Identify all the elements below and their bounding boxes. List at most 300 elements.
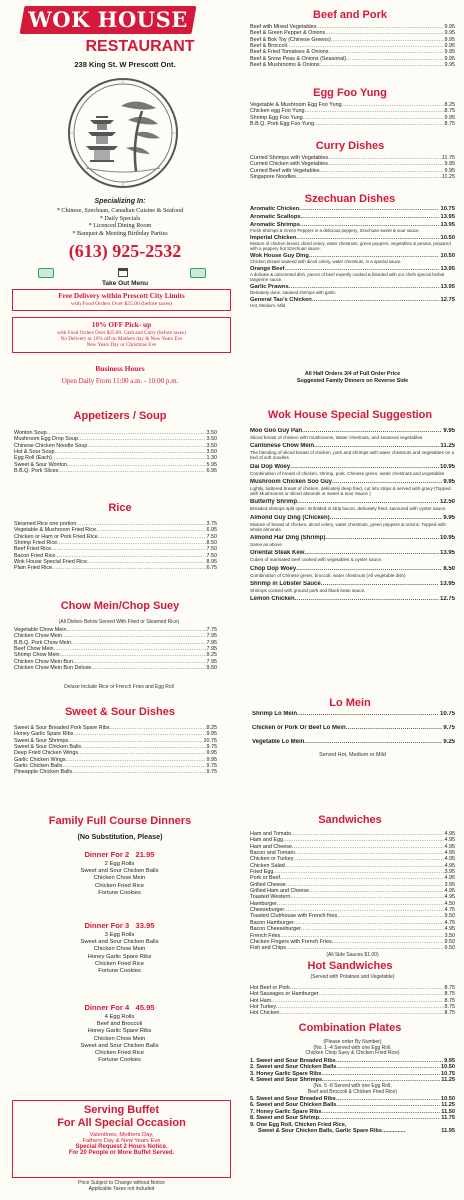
menu-item-price: 3.95 (444, 881, 455, 888)
combination-item-9-desc: Sweet & Sour Chicken Balls, Garlic Spare Ribs (258, 1128, 383, 1135)
leader-dots (314, 443, 439, 450)
menu-item-price: 9.95 (443, 428, 455, 434)
menu-item-name: Vegetable & Mushroom Egg Foo Yung (250, 102, 342, 108)
dinner-head (22, 850, 217, 859)
szechuan-list (250, 206, 455, 310)
menu-item-price: 8.75 (444, 997, 455, 1004)
dinner-item: Chicken Fried Rice (95, 882, 144, 889)
section-title-hot-sandwiches: Hot Sandwiches (307, 960, 393, 972)
leader-dots (332, 479, 442, 486)
menu-item (250, 499, 455, 511)
restaurant-address: 238 King St. W Prescott Ont. (74, 60, 176, 69)
buffet-line: Fathers Day & New Years Eve (82, 1138, 161, 1144)
combination-group-2 (250, 1096, 455, 1121)
menu-item-name: Chicken Fingers with French Fries (250, 938, 332, 945)
menu-item-description: A delicate & uniscented dish, pieces of beef expertly cooked & blended with our chefs special herbal tangerine sauce. (250, 271, 445, 282)
dinner-item: Chicken Chow Mein (93, 875, 146, 882)
buffet-box (12, 1100, 231, 1178)
menu-item-price: 4.75 (444, 907, 455, 914)
menu-item (250, 222, 455, 234)
combination-intro-line: (Please order By Number) (323, 1039, 382, 1045)
menu-item-price: 3.50 (206, 449, 217, 456)
menu-item-name: Chicken Chow Mein Bun (14, 658, 74, 665)
leader-dots (72, 769, 205, 775)
menu-item-name: Shrimp Fried Rice (14, 540, 58, 547)
dinner-item: Fortune Cookies (98, 1057, 141, 1064)
menu-item-name: 8. Sweet and Sour Shrimp (250, 1115, 320, 1122)
menu-item-name: Hot & Sour Soup (14, 449, 55, 456)
leader-dots (312, 297, 440, 304)
menu-item-price: 4.95 (444, 837, 455, 844)
menu-item-price: 4.95 (444, 856, 455, 863)
menu-item-name: Mushroom Chicken Soo Guy (250, 478, 333, 485)
menu-item-price: 12.75 (439, 596, 455, 603)
menu-item (250, 121, 455, 127)
buffet-title-2: For All Special Occasion (57, 1117, 186, 1129)
menu-item-price: 10.75 (440, 206, 455, 212)
hot-sandwiches-note: (Served with Potatoes and Vegetable) (310, 974, 395, 980)
menu-item-row (250, 1115, 455, 1121)
szechuan-note-2: Suggested Family Dinners on Reverse Side (296, 378, 409, 384)
section-title-szechuan: Szechuan Dishes (304, 193, 396, 205)
leader-dots (296, 566, 442, 573)
menu-item-name: 6. Sweet and Sour Chicken Balls (250, 1102, 337, 1109)
menu-item-name: Curried Shrimps with Vegetables (250, 155, 329, 161)
dinner-item: Chicken Fried Rice (95, 1050, 144, 1057)
menu-item-name: Deep Fried Chicken Wings (14, 750, 79, 757)
menu-item (250, 1115, 455, 1121)
menu-item-name: Almond Guy Ding (Chicken) (250, 514, 330, 521)
menu-item (14, 565, 217, 571)
menu-item-price: 9.25 (443, 739, 455, 745)
menu-item (250, 596, 455, 603)
chow-mein-note: (All Dishes Below Served With Fried or Steamed Rice) (58, 619, 180, 625)
menu-item-name: Vegetable Chow Mein (14, 627, 67, 633)
menu-item-name: Ham and Egg (250, 837, 283, 844)
delivery-title: Free Delivery within Prescott City Limits (58, 292, 185, 300)
menu-item-name: Garlic Prawns (250, 284, 289, 290)
menu-item-row (250, 479, 455, 486)
family-subtitle: (No Substitution, Please) (77, 832, 163, 841)
menu-item-name: Hamburger (250, 900, 277, 907)
leader-dots (314, 121, 443, 127)
leader-dots (297, 499, 439, 506)
menu-item-row (250, 214, 455, 221)
menu-item-row (250, 581, 455, 588)
menu-item-price: 8.75 (444, 991, 455, 998)
menu-item-name: Pineapple Chicken Balls (14, 769, 73, 776)
menu-item-name: Ham and Tomato (250, 831, 291, 837)
leader-dots: ............... (382, 1128, 406, 1135)
menu-item-row (250, 945, 455, 951)
buffet-line: Valentines, Mothers Day, (89, 1132, 154, 1138)
menu-item-row (252, 739, 455, 746)
menu-item-price: 13.95 (440, 214, 455, 221)
menu-item (250, 266, 455, 282)
menu-item-name: Hot Beef or Pork (250, 985, 290, 991)
dinner-item: Honey Garlic Spare Ribs (87, 953, 152, 960)
menu-item-name: Aromatic Chicken (250, 206, 300, 212)
menu-item-name: Moo Goo Guy Pan (250, 428, 302, 434)
menu-item-name: Chinese Chicken Noodle Soup (14, 442, 88, 449)
dinner-item: 4 Egg Rolls (104, 1014, 135, 1020)
menu-item-row (14, 565, 217, 571)
menu-item-price: 9.95 (444, 30, 455, 37)
menu-item-name: Orange Beef (250, 266, 285, 273)
takeout-box-icon (118, 268, 128, 277)
dinner-label: Dinner For 4 (84, 1003, 130, 1012)
menu-item-price: 9.50 (444, 938, 455, 945)
menu-item (250, 214, 455, 221)
menu-item-row (250, 535, 455, 542)
menu-item-name: Mushroom Egg Drop Soup (14, 436, 78, 443)
leader-dots (319, 1115, 440, 1121)
menu-item-price: 9.95 (443, 514, 455, 521)
menu-item-price: 9.95 (206, 750, 217, 757)
menu-item-description: Hot, Medium, Mild (250, 302, 286, 308)
menu-item-name: Curried Beef with Vegetables (250, 167, 320, 174)
pickup-title: 10% OFF Pick- up (91, 320, 152, 329)
menu-item (250, 535, 455, 547)
menu-item-price: 1.30 (206, 455, 217, 462)
combination-group-1 (250, 1058, 455, 1083)
menu-item-price: 11.75 (441, 155, 455, 161)
footer-price-note: Price Subject to Change without Notice (78, 1180, 165, 1186)
menu-item (250, 1010, 455, 1016)
menu-item-price: 8.75 (444, 1004, 455, 1011)
menu-item-row (250, 121, 455, 127)
menu-item-price: 6.95 (206, 527, 217, 534)
take-out-label: Take Out Menu (101, 280, 149, 287)
menu-item-name: Lemon Chicken (250, 596, 295, 603)
menu-item-name: Singapore Noodles (250, 174, 296, 181)
menu-item (250, 945, 455, 951)
menu-item-price: 9.95 (443, 478, 455, 485)
menu-item-price: 8.25 (444, 102, 455, 108)
pickup-line: New Years Day or Christmas Eve (86, 342, 157, 348)
menu-item-description: Same as above (250, 541, 282, 547)
menu-item-name: Imperial Chicken (250, 235, 297, 242)
menu-item-description: Cubes of marinated beef cooked with vegetables & oyster sauce. (250, 557, 383, 563)
dinner-price: 21.95 (135, 850, 155, 859)
delivery-sub: with Food Orders Over $25.00 (before taxes) (70, 301, 173, 307)
specialty-line: * Daily Specials (99, 214, 141, 222)
menu-item-name: Cantonese Chow Mein (250, 443, 315, 450)
combination-intro (250, 1040, 455, 1057)
menu-item (250, 206, 455, 213)
menu-item-description: The blending of sliced breast of chicken, pork and shrimps with water chestnuts and vegetables on a bed of soft noodles (250, 450, 455, 461)
menu-item-name: Beef & Bok Toy (Chinese Greens) (250, 36, 331, 43)
combination-mid-line: (No. 5 -8 Served with one Egg Roll, (313, 1083, 392, 1089)
menu-item-price: 9.75 (443, 725, 455, 731)
menu-item-name: Aromatic Scallops (250, 214, 301, 221)
menu-item-price: 13.95 (440, 284, 455, 290)
menu-item-price: 4.75 (444, 919, 455, 926)
menu-item-price: 4.95 (444, 831, 455, 837)
menu-item-description: Combination of Chinese green, broccoli, water chestnuts (All vegetable dish) (250, 572, 406, 578)
menu-item-row (250, 464, 455, 471)
menu-item-price: 4.95 (444, 926, 455, 933)
menu-item (250, 284, 455, 296)
combination-item-9 (250, 1122, 455, 1135)
menu-item-name: Sweet & Sour Shrimps (14, 737, 69, 744)
menu-item-price: 11.75 (441, 1115, 455, 1122)
leader-dots (325, 535, 439, 542)
menu-item-name: Wonton Soup (14, 430, 47, 436)
menu-item-name: Sweet & Sour Breaded Pork Spare Ribs (14, 725, 110, 731)
specializing-list (20, 207, 220, 237)
logo-name: WOK HOUSE (28, 7, 188, 32)
phone-number: (613) 925-2532 (68, 241, 182, 261)
dinner-item: Sweet and Sour Chicken Balls (80, 868, 159, 875)
menu-item-name: Shrimp Egg Foo Yung (250, 114, 303, 121)
mastercard-icon (38, 268, 54, 278)
beef-pork-list (250, 24, 455, 68)
menu-item-price: 12.50 (439, 499, 455, 506)
menu-item-price: 11.50 (441, 1108, 455, 1115)
menu-item-price: 9.95 (444, 62, 455, 69)
menu-item-name: General Tao's Chicken (250, 297, 312, 303)
visa-icon (190, 268, 206, 278)
dinner-item: 2 Egg Rolls (104, 861, 135, 867)
menu-item (250, 253, 455, 265)
menu-item-name: Bacon Cheeseburger (250, 926, 301, 933)
menu-item (250, 235, 455, 251)
specialty-line: * Chinese, Szechuan, Canadian Cuisine & Seafood (56, 207, 184, 214)
menu-item-description: Chicken Breast sauteed with diced celery, water chestnuts, in a special sauce. (250, 258, 402, 264)
menu-item-price: 8.75 (444, 108, 455, 115)
menu-item-price: 11.25 (441, 174, 455, 181)
sandwiches-list (250, 831, 455, 952)
menu-item-name: Garlic Chicken Wings (14, 756, 66, 763)
leader-dots (58, 468, 205, 474)
menu-item-price: 4.95 (444, 875, 455, 882)
pickup-line: with Food Orders Over $25.00. Cash and Carry (before taxes) (57, 330, 186, 336)
menu-item-name: Wok House Special Fried Rice (14, 559, 88, 566)
menu-item-price: 8.95 (206, 559, 217, 566)
menu-item-name: Bacon and Tomato (250, 850, 295, 857)
menu-item-name: Chicken Chow Mein (14, 633, 62, 640)
menu-item-name: Steamed Rice one portion (14, 521, 77, 527)
menu-item-description: Delicately done, sauteed shrimps with garlic. (250, 289, 337, 295)
menu-item-price: 8.75 (444, 985, 455, 991)
dinner-item: Sweet and Sour Chicken Balls (80, 939, 159, 946)
menu-item-name: Sweet & Sour Chicken Balls (14, 744, 82, 751)
menu-item-name: Egg Roll (Each) (14, 455, 52, 462)
leader-dots (286, 945, 444, 951)
menu-item (250, 443, 455, 460)
section-title-sweet-sour: Sweet & Sour Dishes (64, 706, 176, 718)
menu-item-name: Hot Turkey (250, 1004, 277, 1011)
menu-item-price: 5.95 (206, 461, 217, 468)
menu-item-name: Chicken Chow Mein Bun Deluxe (14, 665, 92, 672)
menu-item-price: 11.25 (441, 1077, 455, 1084)
menu-item-name: Bacon Hamburger (250, 919, 294, 926)
section-title-lo-mein: Lo Mein (329, 697, 371, 709)
menu-item-name: Beef & Fried Tomatoes & Onions (250, 49, 329, 56)
menu-item-price: 9.95 (444, 36, 455, 43)
menu-item-price: 9.95 (206, 756, 217, 763)
menu-item-price: 4.95 (444, 843, 455, 850)
menu-item-price: 8.75 (444, 1010, 455, 1017)
menu-item-price: 10.50 (441, 1064, 455, 1071)
menu-item-name: Beef & Broccoli (250, 43, 287, 50)
menu-item-price: 11.25 (441, 1102, 455, 1109)
dinner-head (22, 921, 217, 930)
menu-item-row (250, 499, 455, 506)
leader-dots (295, 596, 439, 603)
buffet-title-1: Serving Buffet (83, 1104, 160, 1116)
menu-item-price: 13.95 (439, 580, 455, 587)
menu-item (250, 479, 455, 496)
menu-item-name: B.B.Q. Pork Egg Foo Yung (250, 121, 315, 128)
menu-item-description: Mixture of chicken breast, diced celery, water chestnuts, green peppers, vegetables & peanut, prepared with a peppery hot Szechuan sauce. (250, 240, 451, 251)
menu-item-name: Hot Chicken (250, 1010, 280, 1017)
menu-item-name: B.B.Q. Pork Chow Mein (14, 639, 71, 646)
menu-item-description: Fresh Shrimps & Green Peppers in a delicious peppery, Szechuan sweet & sour sauce. (250, 227, 420, 233)
delivery-box (12, 289, 231, 311)
sandwiches-note: (All Side Sauces $1.00) (326, 952, 379, 958)
hot-sandwiches-list (250, 985, 455, 1017)
menu-item-name: Almond Har Ding (Shrimp) (250, 534, 326, 541)
menu-item-name: Beef & Mushrooms & Onions (250, 62, 320, 69)
menu-item-name: Hot Sausages or Hamburger (250, 991, 319, 998)
menu-item (250, 464, 455, 476)
menu-item-name: Beef & Green Pepper & Onions (250, 30, 326, 37)
menu-item-price: 7.50 (206, 533, 217, 540)
menu-item-price: 4.95 (444, 850, 455, 857)
menu-item-price: 10.95 (439, 534, 455, 541)
menu-item-price: 9.75 (206, 769, 217, 776)
leader-dots (91, 665, 205, 671)
menu-item-price: 7.50 (206, 546, 217, 553)
menu-item-name: 1. Sweet and Sour Breaded Ribs (250, 1058, 336, 1064)
section-title-rice: Rice (108, 502, 132, 514)
leader-dots (52, 565, 205, 571)
logo-sub: RESTAURANT (85, 38, 195, 55)
menu-item-price: 12.75 (440, 297, 455, 303)
menu-item-name: 4. Sweet and Sour Shrimps (250, 1077, 323, 1084)
leader-dots (296, 174, 441, 180)
menu-item-row (14, 665, 217, 671)
dinner-item: Sweet and Sour Chicken Balls (80, 1042, 159, 1049)
menu-item-price: 9.75 (206, 744, 217, 751)
menu-item (250, 62, 455, 68)
menu-item-name: Hot Ham (250, 997, 272, 1004)
menu-item-name: Vegetable & Mushroom Fried Rice (14, 527, 97, 534)
dinner-for-2 (22, 850, 217, 897)
menu-item-name: Beef with Mixed Vegetables (250, 24, 317, 30)
menu-item-name: Ham and Cheese (250, 843, 292, 850)
buffet-bold-line: Special Request 2 Hours Notice. (75, 1144, 168, 1150)
menu-item-name: Oriental Steak Kew (250, 550, 305, 557)
menu-item-price: 9.95 (444, 114, 455, 121)
menu-item (14, 769, 217, 775)
menu-item-name: 7. Honey Garlic Spare Ribs (250, 1108, 322, 1115)
menu-item-name: Beef Fried Rice (14, 546, 52, 553)
menu-item-price: 3.95 (444, 869, 455, 876)
menu-item (14, 665, 217, 671)
menu-item (250, 566, 455, 578)
leader-dots (297, 711, 439, 718)
rice-list (14, 521, 217, 572)
menu-item-name: Chicken or Ham or Pork Fried Rice (14, 533, 98, 540)
section-title-beef-pork: Beef and Pork (313, 9, 387, 21)
leader-dots (321, 581, 439, 588)
combination-item-9-line-2 (250, 1128, 455, 1134)
menu-item-description: Shrimps cooked with ground pork and black bean sauce. (250, 587, 366, 593)
menu-item-row (252, 711, 455, 718)
dinner-item: Honey Garlic Spare Ribs (87, 1028, 152, 1035)
dinner-item: Chicken Chow Mein (93, 1035, 146, 1042)
menu-item-price: 4.95 (444, 862, 455, 869)
menu-item-price: 11.25 (440, 443, 455, 450)
combination-intro-line: (No. 1 -4 Served with one Egg Roll, (313, 1044, 392, 1051)
menu-item-name: B.B.Q. Pork Slices (14, 468, 59, 475)
menu-item-price: 9.95 (206, 731, 217, 738)
menu-item-price: 13.95 (440, 222, 455, 229)
menu-item-price: 7.50 (206, 552, 217, 559)
leader-dots (304, 739, 442, 746)
leader-dots (330, 515, 443, 522)
curry-list (250, 155, 455, 180)
menu-item-name: Chicken or Pork Or Beef Lo Mein (252, 725, 346, 731)
menu-item-price: 4.50 (444, 900, 455, 907)
menu-item-row (14, 769, 217, 775)
menu-item-price: 9.50 (444, 945, 455, 952)
dinner-price: 33.95 (135, 921, 155, 930)
menu-item (14, 468, 217, 474)
section-title-combination: Combination Plates (298, 1022, 402, 1034)
menu-item-row (250, 62, 455, 68)
menu-item-name: Fried Egg (250, 869, 274, 876)
menu-item-name: Grilled Cheese (250, 881, 286, 888)
menu-item-price: 8.50 (206, 540, 217, 547)
dinner-item: Fortune Cookies (98, 968, 141, 975)
lo-mein-note: Served Hot, Medium or Mild (319, 752, 386, 758)
menu-item-description: Sliced breast of chicken with mushrooms, Water chestnuts, and seasonal vegetables. (250, 435, 424, 440)
menu-item-name: Toasted Clubhouse with French fries (250, 913, 338, 920)
specialty-line: * Banquet & Meeting Birthday Parties (72, 229, 168, 237)
menu-item-row (252, 725, 455, 732)
menu-item-price: 9.25 (206, 652, 217, 659)
menu-item-price: 4.95 (444, 894, 455, 901)
menu-item-description: Breaded shrimps split open. Enfolded in strip bacon, delicately fried, savoured with oyster sauce. (250, 506, 447, 512)
menu-item-price: 9.50 (206, 665, 217, 672)
menu-item (252, 725, 455, 732)
footer-tax-note: Applicable Taxes not included (88, 1186, 155, 1192)
menu-item-price: 7.95 (206, 646, 217, 653)
menu-item-name: Garlic Chicken Balls (14, 763, 63, 770)
menu-item-name: Beef & Snow Peas & Onions (Seasonal) (250, 55, 347, 62)
section-title-family: Family Full Course Dinners (48, 815, 192, 827)
menu-item-name: French Fries (250, 932, 281, 939)
menu-item-name: Fish and Chips (250, 945, 286, 952)
menu-item-price: 7.95 (206, 658, 217, 665)
menu-item-name: 3. Honey Garlic Spare Ribs (250, 1070, 322, 1077)
combination-mid-line: Beef and Broccoli & Chicken Fried Rice) (307, 1088, 398, 1095)
leader-dots (302, 428, 442, 435)
chow-mein-list (14, 627, 217, 671)
menu-item-name: Toasted Western (250, 894, 291, 901)
menu-item-row (250, 596, 455, 603)
dinner-head (22, 1003, 217, 1012)
pagoda-pine-emblem (66, 76, 180, 190)
menu-item-price: 3.50 (206, 436, 217, 443)
menu-item-name: Wok House Guy Ding (250, 253, 309, 260)
menu-item-row (250, 566, 455, 573)
leader-dots (299, 206, 439, 213)
